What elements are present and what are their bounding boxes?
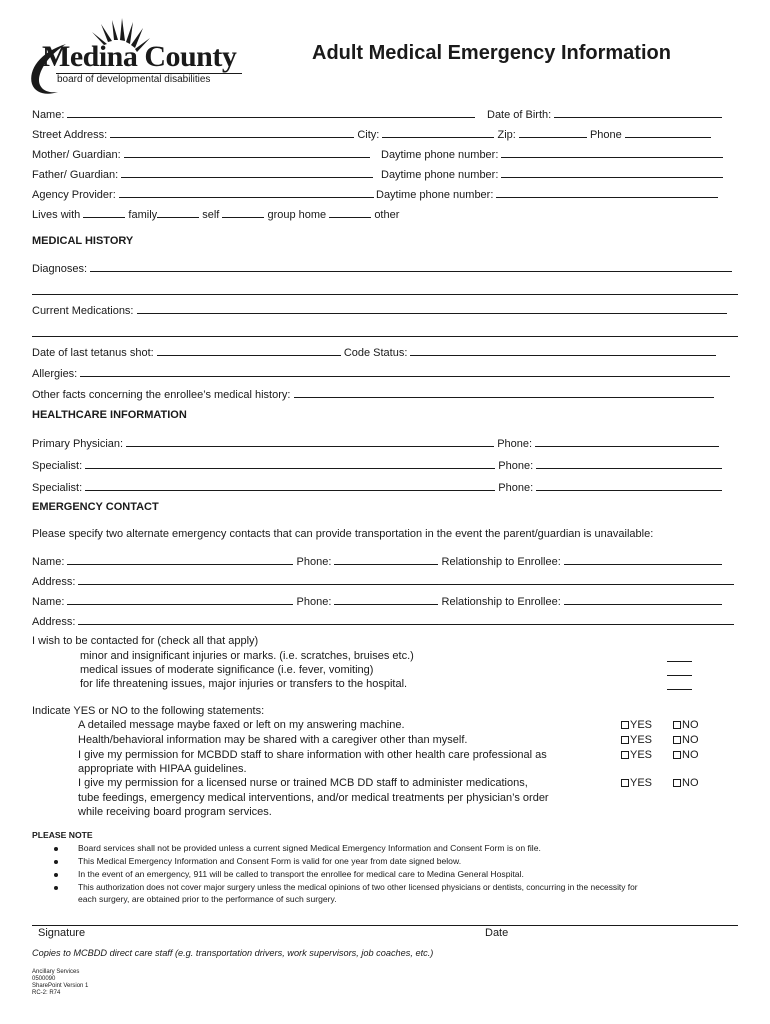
contact-2-relationship-label: Relationship to Enrollee: [441,596,561,608]
street-field[interactable] [110,127,354,138]
contact-1-name-label: Name: [32,556,65,568]
specialist-2-label: Specialist: [32,482,83,494]
specialist-2-phone-field[interactable] [536,480,722,491]
other-facts-field[interactable] [294,387,714,398]
yes-label: YES [630,777,653,789]
other-facts-row [32,387,714,402]
agency-label: Agency Provider: [32,189,116,201]
footer-line: Ancillary Services [32,969,80,975]
name-label: Name: [32,109,65,121]
diagnoses-line-2[interactable] [32,294,738,295]
contact-pref-item: minor and insignificant injuries or marks. (i.e. scratches, bruises etc.) [80,650,414,662]
contact-pref-check-2[interactable] [667,675,692,676]
contact-pref-check-1[interactable] [667,661,692,662]
statement-4-no[interactable] [673,776,699,790]
mother-phone-field[interactable] [501,147,723,158]
date-label: Date [485,927,509,939]
yesno-intro: Indicate YES or NO to the following statements: [32,705,265,717]
statement-3-yes[interactable] [621,748,652,762]
lives-with-family-field[interactable] [83,207,125,218]
other-label: other [374,209,400,221]
logo-tagline: board of developmental disabilities [57,74,211,85]
no-label: NO [682,719,699,731]
checkbox-icon [621,721,629,729]
other-facts-label: Other facts concerning the enrollee’s medical history: [32,389,291,401]
mother-phone-row [381,147,723,162]
phone-field[interactable] [625,127,711,138]
statement-2-no[interactable] [673,733,699,747]
statement-text: while receiving board program services. [78,806,272,818]
yes-label: YES [630,719,653,731]
primary-physician-row [32,436,719,451]
diagnoses-label: Diagnoses: [32,263,88,275]
contact-pref-intro: I wish to be contacted for (check all that apply) [32,635,259,647]
medications-label: Current Medications: [32,305,134,317]
code-status-field[interactable] [410,345,716,356]
footer-line: SharePoint Version 1 [32,983,89,989]
name-row [32,107,475,122]
name-field[interactable] [67,107,475,118]
contact-2-address-field[interactable] [78,614,734,625]
logo [26,14,248,98]
bullet-icon [54,873,58,877]
father-label: Father/ Guardian: [32,169,119,181]
footer-line: 0500090 [32,976,56,982]
medications-line-2[interactable] [32,336,738,337]
medications-field[interactable] [137,303,727,314]
bullet-icon [54,886,58,890]
allergies-label: Allergies: [32,368,78,380]
checkbox-icon [621,779,629,787]
father-phone-label: Daytime phone number: [381,169,499,181]
father-row [32,167,373,182]
street-row [32,127,711,142]
yes-label: YES [630,734,653,746]
checkbox-icon [621,736,629,744]
specialist-2-phone-label: Phone: [498,482,534,494]
dob-label: Date of Birth: [487,109,552,121]
statement-text: I give my permission for MCBDD staff to share information with other health care professional as [78,749,547,761]
primary-physician-field[interactable] [126,436,494,447]
statement-2-yes[interactable] [621,733,652,747]
contact-pref-item: medical issues of moderate significance (i.e. fever, vomiting) [80,664,374,676]
specialist-1-phone-field[interactable] [536,458,722,469]
contact-2-name-field[interactable] [67,594,293,605]
tetanus-row [32,345,716,360]
zip-label: Zip: [497,129,516,141]
city-label: City: [357,129,380,141]
statement-4-yes[interactable] [621,776,652,790]
agency-phone-field[interactable] [496,187,718,198]
father-field[interactable] [121,167,373,178]
specialist-1-field[interactable] [85,458,495,469]
contact-2-address-row [32,614,734,629]
tetanus-field[interactable] [157,345,341,356]
agency-field[interactable] [119,187,374,198]
group-home-label: group home [267,209,327,221]
checkbox-icon [673,779,681,787]
note-item: In the event of an emergency, 911 will be called to transport the enrollee for medical care to Medina General Hospital. [78,869,524,879]
note-item: Board services shall not be provided unless a current signed Medical Emergency Information and Consent Form is on file. [78,843,541,853]
signature-label: Signature [38,927,86,939]
contact-2-relationship-field[interactable] [564,594,722,605]
yes-label: YES [630,749,653,761]
contact-2-row [32,594,722,609]
contact-1-phone-field[interactable] [334,554,438,565]
checkbox-icon [673,736,681,744]
specialist-1-phone-label: Phone: [498,460,534,472]
specialist-1-label: Specialist: [32,460,83,472]
allergies-field[interactable] [80,366,730,377]
diagnoses-row [32,261,732,276]
allergies-row [32,366,730,381]
statement-1-yes[interactable] [621,718,652,732]
contact-1-relationship-field[interactable] [564,554,722,565]
contact-2-address-label: Address: [32,616,76,628]
contact-1-row [32,554,722,569]
dob-field[interactable] [554,107,722,118]
specialist-2-row [32,480,722,495]
mother-field[interactable] [124,147,370,158]
father-phone-row [381,167,723,182]
emergency-heading: EMERGENCY CONTACT [32,501,159,513]
agency-row [32,187,374,202]
primary-phone-field[interactable] [535,436,719,447]
no-label: NO [682,734,699,746]
page-title: Adult Medical Emergency Information [312,42,671,64]
contact-1-relationship-label: Relationship to Enrollee: [441,556,561,568]
street-label: Street Address: [32,129,108,141]
dob-row [487,107,722,122]
checkbox-icon [673,721,681,729]
checkbox-icon [621,751,629,759]
contact-pref-item: for life threatening issues, major injuries or transfers to the hospital. [80,678,408,690]
statement-1-no[interactable] [673,718,699,732]
primary-phone-label: Phone: [497,438,533,450]
note-item: This authorization does not cover major surgery unless the medical opinions of two other licensed physicians or dentists, concurring in the necessity for [78,882,638,892]
no-label: NO [682,777,699,789]
statement-3-no[interactable] [673,748,699,762]
medical-history-heading: MEDICAL HISTORY [32,235,134,247]
contact-2-phone-field[interactable] [334,594,438,605]
copies-note: Copies to MCBDD direct care staff (e.g. transportation drivers, work supervisors, job coaches, etc.) [32,948,434,958]
mother-phone-label: Daytime phone number: [381,149,499,161]
phone-label: Phone [589,129,622,141]
statement-text: Health/behavioral information may be shared with a caregiver other than myself. [78,734,468,746]
footer-line: RC-2: R74 [32,990,61,996]
logo-underline [56,73,242,74]
lives-with-group-field[interactable] [222,207,264,218]
agency-phone-row [376,187,718,202]
bullet-icon [54,860,58,864]
emergency-intro: Please specify two alternate emergency contacts that can provide transportation in the event the parent/guardian is unavailable: [32,528,654,540]
no-label: NO [682,749,699,761]
code-status-label: Code Status: [343,347,408,359]
note-item: each surgery, are obtained prior to the performance of such surgery. [78,894,337,904]
tetanus-label: Date of last tetanus shot: [32,347,154,359]
healthcare-heading: HEALTHCARE INFORMATION [32,409,187,421]
lives-with-label: Lives with [32,209,81,221]
lives-with-row [32,207,399,222]
statement-text: appropriate with HIPAA guidelines. [78,763,247,775]
medications-row [32,303,727,318]
note-item: This Medical Emergency Information and Consent Form is valid for one year from date signed below. [78,856,462,866]
statement-text: I give my permission for a licensed nurse or trained MCB DD staff to administer medications, [78,777,528,789]
city-field[interactable] [382,127,494,138]
mother-row [32,147,370,162]
specialist-1-row [32,458,722,473]
statement-text: A detailed message maybe faxed or left on my answering machine. [78,719,405,731]
contact-pref-check-3[interactable] [667,689,692,690]
lives-with-self-field[interactable] [157,207,199,218]
contact-1-name-field[interactable] [67,554,293,565]
self-label: self [202,209,220,221]
contact-2-name-label: Name: [32,596,65,608]
primary-physician-label: Primary Physician: [32,438,124,450]
family-label: family [128,209,158,221]
zip-field[interactable] [519,127,587,138]
contact-2-phone-label: Phone: [296,596,332,608]
signature-line[interactable] [32,925,738,926]
diagnoses-field[interactable] [90,261,732,272]
agency-phone-label: Daytime phone number: [376,189,494,201]
mother-label: Mother/ Guardian: [32,149,121,161]
specialist-2-field[interactable] [85,480,495,491]
lives-with-other-field[interactable] [329,207,371,218]
contact-1-address-label: Address: [32,576,76,588]
contact-1-phone-label: Phone: [296,556,332,568]
contact-1-address-row [32,574,734,589]
statement-text: tube feedings, emergency medical interventions, and/or medical treatments per physician’s order [78,792,549,804]
bullet-icon [54,847,58,851]
checkbox-icon [673,751,681,759]
father-phone-field[interactable] [501,167,723,178]
logo-name: Medina County [42,40,237,73]
please-note-heading: PLEASE NOTE [32,830,93,840]
contact-1-address-field[interactable] [78,574,734,585]
